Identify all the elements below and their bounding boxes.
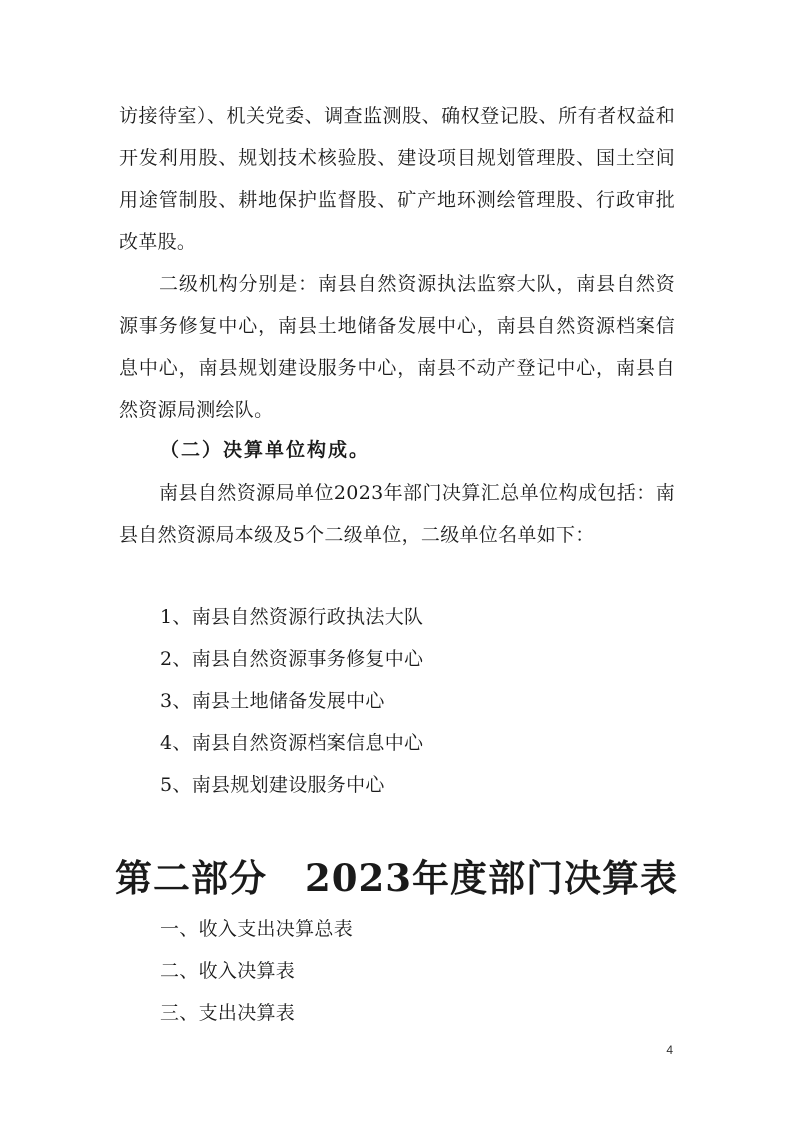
section-subheading: （二）决算单位构成。 [160, 439, 371, 461]
paragraph-unit-composition: 南县自然资源局单位2023年部门决算汇总单位构成包括：南县自然资源局本级及5个二级单位，二级单位名单如下： [119, 482, 675, 546]
page-number: 4 [666, 1043, 673, 1057]
list-item-unit-5: 5、南县规划建设服务中心 [160, 774, 385, 796]
list-item-unit-4: 4、南县自然资源档案信息中心 [160, 732, 424, 754]
list-item-table-1: 一、收入支出决算总表 [160, 918, 354, 940]
list-item-unit-2: 2、南县自然资源事务修复中心 [160, 648, 424, 670]
part-two-title: 第二部分 2023年度部门决算表 [115, 856, 678, 900]
list-item-unit-3: 3、南县土地储备发展中心 [160, 690, 385, 712]
paragraph-departments: 访接待室）、机关党委、调查监测股、确权登记股、所有者权益和开发利用股、规划技术核验股、建设项目规划管理股、国土空间用途管制股、耕地保护监督股、矿产地环测绘管理股、行政审批改革股。 [119, 105, 675, 253]
list-item-table-2: 二、收入决算表 [160, 960, 296, 982]
list-item-table-3: 三、支出决算表 [160, 1002, 296, 1024]
list-item-unit-1: 1、南县自然资源行政执法大队 [160, 606, 424, 628]
paragraph-secondary-institutions: 二级机构分别是：南县自然资源执法监察大队，南县自然资源事务修复中心，南县土地储备发展中心，南县自然资源档案信息中心，南县规划建设服务中心，南县不动产登记中心，南县自然资源局测绘队。 [119, 273, 675, 421]
